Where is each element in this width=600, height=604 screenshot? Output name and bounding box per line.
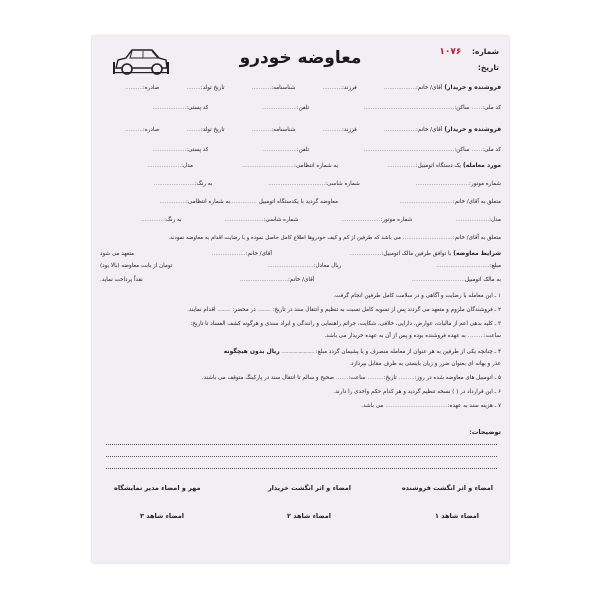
exchange-text: معاوضه گردید با یکدستگاه اتومبیل bbox=[258, 199, 338, 205]
terms-owner-field[interactable]: با توافق طرفین مالک اتومبیل: bbox=[381, 251, 452, 257]
subject-line1: مورد معامله) یک دستگاه اتومبیل:................ به شماره انتظامی:............................. مدل:................... bbox=[147, 162, 501, 169]
terms-label: شرایط معاوضه) bbox=[453, 250, 501, 257]
party2-label: فروشنده و خریدار) bbox=[444, 126, 501, 133]
party1-postal-field[interactable]: کد پستی: bbox=[186, 105, 209, 111]
clause-4a: ۴ ـ چنانچه یکی از طرفین به هر عنوان از معامله منصرف و یا پشیمان گردد مبلغ: ......................... ریال بدون هیچگونه bbox=[223, 348, 501, 355]
number-label: شماره: bbox=[472, 47, 499, 56]
clause-2-notary-field[interactable]: در محضر: bbox=[232, 307, 256, 313]
contract-sheet bbox=[92, 36, 509, 563]
car2-plate-field[interactable]: به شماره انتظامی: bbox=[186, 199, 231, 205]
witness-1-signature-label: امضاء شاهد ۱ bbox=[434, 512, 479, 520]
manager-signature-label: مهر و امضاء مدیر نمایشگاه bbox=[114, 484, 201, 492]
clause-5-day-field[interactable]: ۵ ـ اتومبیل های معاوضه شده در روز: bbox=[414, 375, 501, 381]
party2-birth-field[interactable]: تاریخ تولد: bbox=[200, 127, 225, 133]
car1-color-field[interactable]: به رنگ: bbox=[194, 181, 213, 187]
clause-4-penalty-text: ریال بدون هیچگونه bbox=[223, 348, 280, 355]
terms-recipient-person-field[interactable]: آقای/ خانم: bbox=[288, 277, 315, 283]
party1-name-field[interactable]: آقای/ خانم: bbox=[416, 85, 443, 91]
party2-name-field[interactable]: آقای/ خانم: bbox=[416, 127, 443, 133]
clause-2-end: اقدام نمایند. bbox=[187, 307, 216, 313]
clause-5-end: صحیح و سالم تا انتقال سند در پارکینگ متوقف می باشند. bbox=[201, 375, 335, 381]
terms-line2: مبلغ:.............................. ریال معادل:.......................... تومان از بابت معاوضه (بالا بود) bbox=[100, 263, 501, 269]
party2-issued-field[interactable]: صادره: bbox=[142, 127, 160, 133]
clause-2: ۲ ـ فروشندگان ملزوم و متعهد می گردند پس از تسویه کامل نسبت به تنظیم و انتقال سند در تاریخ: .......... در محضر: .......... اقدام نمایند. bbox=[187, 307, 501, 313]
clause-6-text: ۶ ـ این قرارداد در ( ) نسخه تنظیم گردید و هر کدام حکم واحدی را دارند. bbox=[333, 389, 501, 395]
clause-7: ۷ ـ هزینه سند به عهده:................................... می باشد. bbox=[100, 402, 501, 410]
clause-6 bbox=[100, 388, 501, 396]
car2-engine-field[interactable]: شماره موتور: bbox=[380, 217, 413, 223]
clause-5-time-field[interactable]: ساعت: bbox=[348, 375, 366, 381]
clause-5-date-field[interactable]: تاریخ: bbox=[383, 375, 397, 381]
subject-line4: مدل:................... شماره موتور:...................... شماره شاسی:...................... به رنگ:............. bbox=[140, 217, 501, 223]
party2-phone-field[interactable]: تلفن: bbox=[296, 147, 310, 153]
notes-label: توضیحات: bbox=[469, 428, 501, 436]
party1-line1: فروشنده و خریدار) آقای/ خانم:.................. فرزند:........... شناسنامه:........... تاریخ تولد:........ صادره:.......... bbox=[125, 84, 501, 91]
subject-label: مورد معامله) bbox=[463, 162, 501, 169]
clause-7-end: می باشد. bbox=[361, 403, 384, 409]
clause-3a bbox=[100, 320, 501, 328]
terms-recipient-field[interactable]: به مالک اتومبیل bbox=[464, 277, 501, 283]
car2-chassis-field[interactable]: شماره شاسی: bbox=[263, 217, 299, 223]
clause-1-text: ۱ ـ این معامله با رضایت و آگاهی و در سلامت کامل طرفین انجام گرفت. bbox=[333, 293, 501, 299]
party2-line1: فروشنده و خریدار) آقای/ خانم:.................. فرزند:........... شناسنامه:........... تاریخ تولد:........ صادره:.......... bbox=[125, 126, 501, 133]
notes-line-3[interactable] bbox=[106, 468, 497, 469]
clause-2-text: ۲ ـ فروشندگان ملزوم و متعهد می گردند پس از تسویه کامل نسبت به تنظیم و انتقال سند در تاریخ: bbox=[272, 307, 501, 313]
witness-3-signature-label: امضاء شاهد ۳ bbox=[140, 512, 185, 520]
clause-4-end: عذر و بهانه ای بعنوان ضرر و زیان بایستی به طرف مقابل بپردازد. bbox=[349, 361, 501, 367]
subject-closing-text: می باشد که طرفین از کم و کیف خودروها اطلاع کامل حاصل نموده و با رضایت اقدام به معاوضه نمودند. bbox=[168, 235, 401, 241]
party1-birth-field[interactable]: تاریخ تولد: bbox=[200, 85, 225, 91]
car-outline-icon bbox=[112, 42, 170, 78]
terms-toman-text: تومان از بابت معاوضه (بالا بود) bbox=[100, 263, 173, 269]
clause-1 bbox=[100, 292, 501, 300]
terms-person-field[interactable]: آقای/ خانم: bbox=[245, 251, 272, 257]
terms-payment-text: نقداً پرداخت نماید. bbox=[100, 277, 143, 283]
party1-label: فروشنده و خریدار) bbox=[444, 84, 501, 91]
notes-line-2[interactable] bbox=[106, 456, 497, 457]
party2-address-field[interactable]: ساکن: bbox=[454, 147, 470, 153]
terms-commit-text: متعهد می شود bbox=[100, 251, 135, 257]
car2-color-field[interactable]: به رنگ: bbox=[164, 217, 182, 223]
party2-id-field[interactable]: شناسنامه: bbox=[271, 127, 296, 133]
party1-line2: کد ملی:...... ساکن:................................................... تلفن:................... کد پستی:................... bbox=[152, 105, 501, 111]
date-label: تاریخ: bbox=[477, 63, 499, 72]
party2-postal-field[interactable]: کد پستی: bbox=[186, 147, 209, 153]
clause-4-text: ۴ ـ چنانچه یکی از طرفین به هر عنوان از معامله منصرف و یا پشیمان گردد مبلغ: bbox=[315, 349, 501, 355]
clause-3-text: ۳ ـ کلیه بدهی اعم از مالیات، عوارض، دارایی، خلافی، شکایت، جرائم راهنمایی و رانندگی و ابراد سندی و هرگونه کشف الفساد تا تاریخ: bbox=[190, 321, 501, 327]
witness-2-signature-label: امضاء شاهد ۲ bbox=[286, 512, 331, 520]
serial-number: ۱۰۷۶ bbox=[439, 47, 462, 57]
party1-id-field[interactable]: شناسنامه: bbox=[271, 85, 296, 91]
terms-equivalent-field[interactable]: ریال معادل: bbox=[313, 263, 342, 269]
buyer-signature-label: امضاء و اثر انگشت خریدار bbox=[267, 484, 351, 492]
party1-national-field[interactable]: کد ملی: bbox=[482, 105, 501, 111]
terms-line1: شرایط معاوضه) با توافق طرفین مالک اتومبیل:.................. آقای/ خانم:................... متعهد می شود bbox=[100, 250, 501, 257]
terms-line3: به مالک اتومبیل.............................. آقای/ خانم:........................... نقداً پرداخت نماید. bbox=[100, 277, 501, 283]
party2-line2: کد ملی:...... ساکن:................................................... تلفن:................... کد پستی:................... bbox=[152, 147, 501, 153]
clause-4b bbox=[100, 360, 501, 368]
seller-signature-label: امضاء و اثر انگشت فروشنده bbox=[401, 484, 493, 492]
clause-5: ۵ ـ اتومبیل های معاوضه شده در روز:......... تاریخ:......... ساعت:....... صحیح و سالم تا انتقال سند در پارکینگ متوقف می باشند. bbox=[100, 374, 501, 382]
clause-3b: ساعت:......... به عهده فروشنده بوده و پس از آن به عهده خریدار می باشد. bbox=[100, 332, 501, 340]
form-header bbox=[92, 36, 509, 86]
car2-model-field[interactable]: مدل: bbox=[489, 217, 501, 223]
car1-plate-field[interactable]: به شماره انتظامی: bbox=[293, 163, 338, 169]
party1-address-field[interactable]: ساکن: bbox=[454, 105, 470, 111]
car1-owner-field[interactable]: متعلق به آقای/ خانم: bbox=[452, 199, 501, 205]
party1-issued-field[interactable]: صادره: bbox=[142, 85, 160, 91]
terms-amount-field[interactable]: مبلغ: bbox=[489, 263, 501, 269]
subject-line3: متعلق به آقای/ خانم:.............................. معاوضه گردید با یکدستگاه اتومبیل ...............به شماره انتظامی:............... bbox=[159, 199, 501, 205]
car1-model-field[interactable]: مدل: bbox=[181, 163, 194, 169]
subject-line5: متعلق به آقای/ خانم:............................ می باشد که طرفین از کم و کیف خودروها اطلاع کامل حاصل نموده و با رضایت اقدام به معاوضه نمودند. bbox=[100, 234, 501, 242]
clause-3-end: به عهده فروشنده بوده و پس از آن به عهده خریدار می باشد. bbox=[324, 333, 466, 339]
car2-owner-field[interactable]: متعلق به آقای/ خانم: bbox=[452, 235, 501, 241]
car1-type-field[interactable]: یک دستگاه اتومبیل: bbox=[415, 163, 461, 169]
party2-national-field[interactable]: کد ملی: bbox=[482, 147, 501, 153]
clause-7-field[interactable]: ۷ ـ هزینه سند به عهده: bbox=[447, 403, 501, 409]
notes-line-1[interactable] bbox=[106, 444, 497, 445]
party2-father-field[interactable]: فرزند: bbox=[342, 127, 357, 133]
party1-father-field[interactable]: فرزند: bbox=[342, 85, 357, 91]
clause-3-time-field[interactable]: ساعت: bbox=[483, 333, 501, 339]
car1-engine-field[interactable]: شماره موتور: bbox=[469, 181, 501, 187]
car1-chassis-field[interactable]: شماره شاسی: bbox=[325, 181, 360, 187]
subject-line2: شماره موتور:.............................. شماره شاسی:................................ به رنگ:....................... bbox=[153, 181, 501, 187]
page-title: معاوضه خودرو bbox=[239, 48, 362, 68]
party1-phone-field[interactable]: تلفن: bbox=[296, 105, 310, 111]
